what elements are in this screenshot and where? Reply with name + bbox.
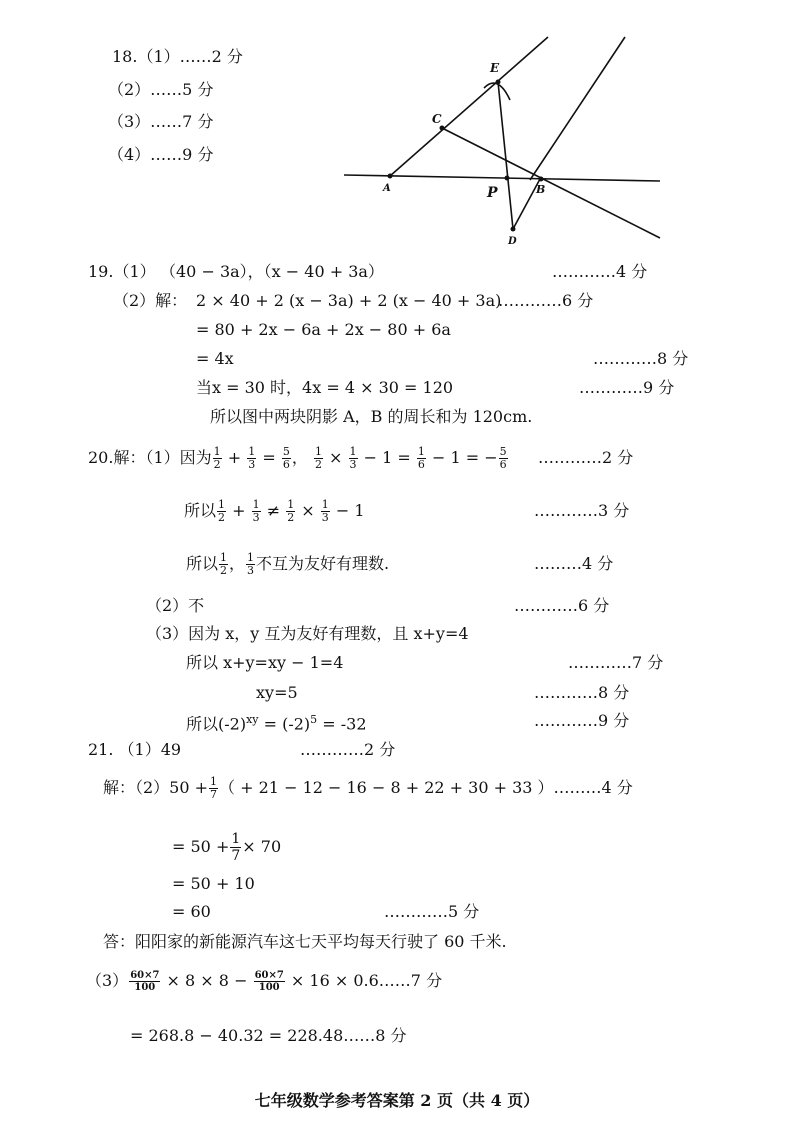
fraction: $\frac{5}{6}$ xyxy=(499,445,507,471)
fraction: $\frac{1}{7}$ xyxy=(210,775,218,801)
fraction: $\frac{1}{2}$ xyxy=(213,445,221,471)
q19-line2: = 80 + 2x − 6a + 2x − 80 + 6a xyxy=(196,320,451,339)
q19-part2-label: （2）解： xyxy=(113,291,188,310)
q19-part2-expr: 2 × 40 + 2 (x − 3a) + 2 (x − 40 + 3a) xyxy=(196,291,502,310)
fraction: $\frac{1}{2}$ xyxy=(314,445,322,471)
fraction: $\frac{1}{2}$ xyxy=(287,498,295,524)
q20-part3-line4: 所以$(-2)^{xy} = (-2)^5 = -32$ xyxy=(186,713,367,734)
point-d xyxy=(511,227,516,232)
q21-line2: = 50 + $\frac{1}{7}$ × 70 xyxy=(172,831,282,864)
q21-part1: 21. （1）49 xyxy=(88,740,182,759)
q21-score5: …………5 分 xyxy=(384,902,480,921)
point-p xyxy=(505,176,510,181)
line-e-d xyxy=(498,82,513,229)
q20-part3: （3）因为 x，y 互为友好有理数，且 x+y=4 xyxy=(146,624,469,643)
q19-part1-label: 19.（1） xyxy=(88,262,156,281)
fraction: $\frac{1}{3}$ xyxy=(349,445,357,471)
label-c: C xyxy=(432,112,442,126)
q19-part1-score: …………4 分 xyxy=(552,262,648,281)
line-a-e-ray xyxy=(390,37,548,176)
q20-score4: …………6 分 xyxy=(514,596,610,615)
fraction: $\frac{60\times 7}{100}$ xyxy=(254,970,284,993)
q18-part1: 18.（1）……2 分 xyxy=(112,47,243,66)
fraction: $\frac{5}{6}$ xyxy=(282,445,290,471)
q19-line5: 所以图中两块阴影 A，B 的周长和为 120cm. xyxy=(210,407,533,426)
q19-line4: 当x = 30 时，4x = 4 × 30 = 120 xyxy=(196,378,454,397)
q20-part3-line2: 所以 x+y=xy − 1=4 xyxy=(186,653,344,672)
fraction: $\frac{60\times 7}{100}$ xyxy=(130,970,160,993)
q20-part2: （2）不 xyxy=(146,596,205,615)
line-b-ray xyxy=(530,37,625,180)
q20-line2: 所以 $\frac{1}{2}$ + $\frac{1}{3}$ ≠ $\frac{1}{2}$ × $\frac{1}{3}$ − 1 xyxy=(184,498,365,524)
fraction: $\frac{1}{3}$ xyxy=(252,498,260,524)
q19-line4-score: …………9 分 xyxy=(579,378,675,397)
q19-part1-expr: （40 − 3a），（x − 40 + 3a） xyxy=(160,262,384,281)
q20-label: 20.解：（1）因为 xyxy=(88,448,212,467)
q18-part4: （4）……9 分 xyxy=(108,145,214,164)
fraction: $\frac{1}{6}$ xyxy=(417,445,425,471)
q20-score3: ………4 分 xyxy=(534,554,614,573)
q18-part3: （3）……7 分 xyxy=(108,112,214,131)
q21-part2: 解：（2）50 + $\frac{1}{7}$ （ + 21 − 12 − 16 − 8 + 22 + 30 + 33 ）………4 分 xyxy=(103,775,633,801)
point-a xyxy=(388,174,393,179)
q21-score1: …………2 分 xyxy=(300,740,396,759)
fraction: $\frac{1}{3}$ xyxy=(247,551,255,577)
geometry-figure xyxy=(340,30,665,250)
q20-score2: …………3 分 xyxy=(534,501,630,520)
label-b: B xyxy=(536,183,546,196)
point-c xyxy=(440,126,445,131)
line-c-bd xyxy=(442,128,660,238)
label-a: A xyxy=(383,183,391,194)
fraction: $\frac{1}{2}$ xyxy=(220,551,228,577)
q20-line1: 20.解：（1）因为 $\frac{1}{2}$ + $\frac{1}{3}$ = $\frac{5}{6}$ ， $\frac{1}{2}$ × $\frac{1}{3}$ − 1 = $\frac{1}{6}$ − 1 = − $\frac{5}{6}$ xyxy=(88,445,507,471)
page-footer: 七年级数学参考答案第 2 页（共 4 页） xyxy=(254,1091,540,1110)
fraction: $\frac{1}{2}$ xyxy=(218,498,226,524)
q21-part3: （3） $\frac{60\times 7}{100}$ × 8 × 8 − $\frac{60\times 7}{100}$ × 16 × 0.6……7 分 xyxy=(86,970,443,993)
q20-score5: …………7 分 xyxy=(568,653,664,672)
q18-part2: （2）……5 分 xyxy=(108,80,214,99)
label-e: E xyxy=(490,61,500,75)
arc-e xyxy=(484,83,510,100)
q19-part2-score: …………6 分 xyxy=(498,291,594,310)
q21-line5: = 268.8 − 40.32 = 228.48……8 分 xyxy=(130,1026,407,1045)
q19-line3: = 4x xyxy=(196,349,234,368)
fraction: $\frac{1}{7}$ xyxy=(231,831,241,864)
q21-answer: 答：阳阳家的新能源汽车这七天平均每天行驶了 60 千米. xyxy=(103,932,507,951)
label-d: D xyxy=(508,236,517,247)
q20-part3-line3: xy=5 xyxy=(256,683,298,702)
point-b xyxy=(539,177,544,182)
q19-line3-score: …………8 分 xyxy=(593,349,689,368)
q20-score6: …………8 分 xyxy=(534,683,630,702)
fraction: $\frac{1}{3}$ xyxy=(248,445,256,471)
q20-score7: …………9 分 xyxy=(534,711,630,730)
q21-line4: = 60 xyxy=(172,902,211,921)
point-e xyxy=(496,80,501,85)
q20-score1: …………2 分 xyxy=(538,448,634,467)
label-p: P xyxy=(487,185,498,201)
fraction: $\frac{1}{3}$ xyxy=(321,498,329,524)
q21-line3: = 50 + 10 xyxy=(172,874,255,893)
q20-line3: 所以 $\frac{1}{2}$ ， $\frac{1}{3}$ 不互为友好有理数. xyxy=(186,551,390,577)
